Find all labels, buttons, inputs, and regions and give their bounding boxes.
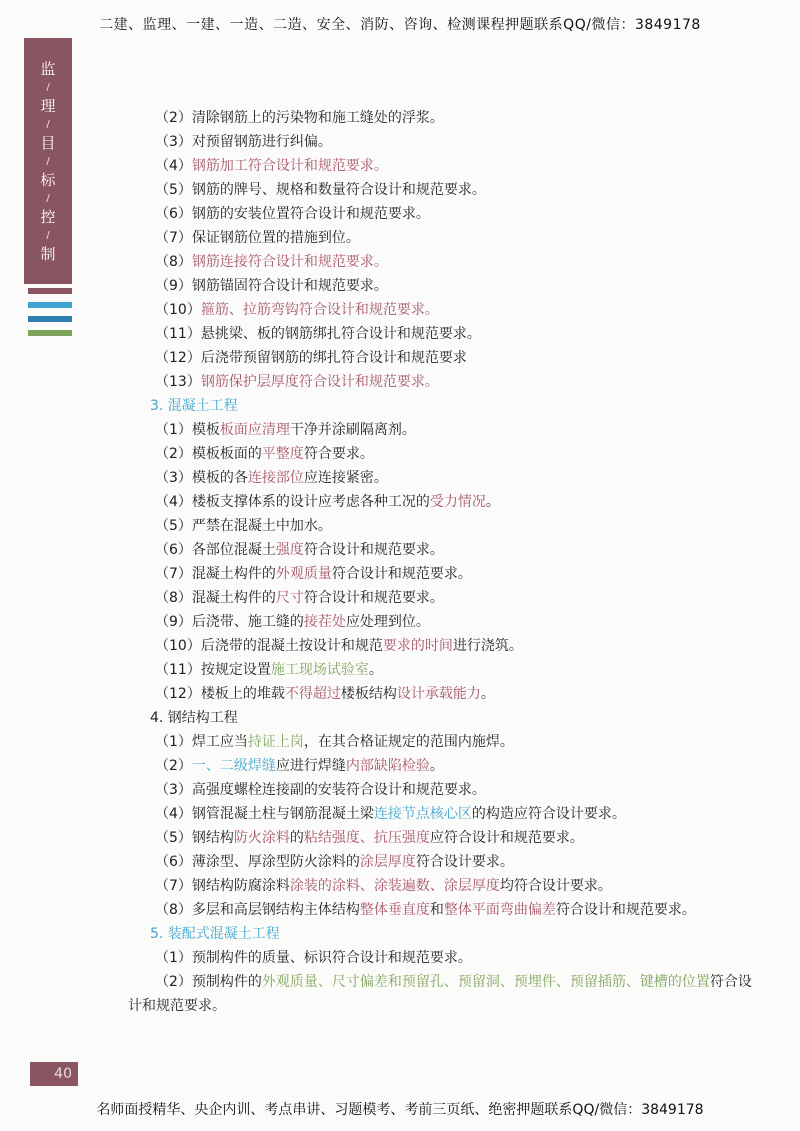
- highlighted-text: 防火涂料: [233, 830, 290, 846]
- text-segment: （8）: [155, 254, 192, 270]
- text-segment: 应符合设计和规范要求。: [429, 830, 584, 846]
- sidebar-bar: [28, 330, 72, 336]
- text-line: [150, 707, 238, 727]
- highlighted-text: 整体垂直度: [359, 902, 430, 918]
- text-segment: 4. 钢结构工程: [150, 710, 238, 726]
- text-segment: 符合设计要求。: [415, 854, 514, 870]
- text-segment: （9）钢筋锚固符合设计和规范要求。: [155, 278, 388, 294]
- sidebar-title-char: 标: [40, 171, 56, 189]
- text-line: [155, 371, 439, 391]
- text-segment: 应连接紧密。: [303, 470, 388, 486]
- text-line: [155, 779, 486, 799]
- text-segment: （7）混凝土构件的: [155, 566, 276, 582]
- sidebar-title-char: /: [46, 82, 50, 93]
- page-number: 40: [30, 1062, 78, 1086]
- text-line: [155, 299, 439, 319]
- text-line: [155, 827, 584, 847]
- text-segment: 。: [429, 758, 444, 774]
- text-segment: （6）钢筋的安装位置符合设计和规范要求。: [155, 206, 430, 222]
- text-line: [155, 155, 388, 175]
- highlighted-text: 施工现场试验室: [270, 662, 369, 678]
- text-line: [155, 443, 374, 463]
- text-line: [155, 683, 495, 703]
- highlighted-text: 平整度: [261, 446, 304, 462]
- text-segment: 符合设计和规范要求。: [303, 542, 444, 558]
- highlighted-text: 钢筋连接符合设计和规范要求。: [191, 254, 388, 270]
- highlighted-text: 箍筋、拉筋弯钩符合设计和规范要求。: [200, 302, 439, 318]
- text-segment: （7）保证钢筋位置的措施到位。: [155, 230, 360, 246]
- sidebar-title-char: 目: [40, 134, 56, 152]
- highlighted-text: 整体平面弯曲偏差: [443, 902, 556, 918]
- text-line: [155, 659, 383, 679]
- highlighted-text: 钢筋保护层厚度符合设计和规范要求。: [200, 374, 439, 390]
- sidebar-title-char: /: [46, 230, 50, 241]
- text-line: [155, 563, 472, 583]
- text-segment: 。: [480, 686, 495, 702]
- text-segment: （1）模板: [155, 422, 220, 438]
- text-segment: （10）后浇带的混凝土按设计和规范: [155, 638, 383, 654]
- sidebar-title-char: 理: [40, 97, 56, 115]
- text-line: [155, 467, 388, 487]
- highlighted-text: 钢筋加工符合设计和规范要求。: [191, 158, 388, 174]
- text-segment: （4）楼板支撑体系的设计应考虑各种工况的: [155, 494, 430, 510]
- text-line: [155, 179, 486, 199]
- text-segment: （2）: [155, 758, 192, 774]
- text-line: [155, 803, 626, 823]
- text-line: [150, 923, 280, 943]
- text-segment: （3）模板的各: [155, 470, 248, 486]
- highlighted-text: 粘结强度、抗压强度: [303, 830, 430, 846]
- text-line: [155, 755, 444, 775]
- text-segment: （5）严禁在混凝土中加水。: [155, 518, 332, 534]
- page-header: 二建、监理、一建、一造、二造、安全、消防、咨询、检测课程押题联系QQ/微信：3849178: [99, 17, 701, 33]
- text-segment: （6）薄涂型、厚涂型防火涂料的: [155, 854, 360, 870]
- text-line: [155, 947, 472, 967]
- text-segment: （3）高强度螺栓连接副的安装符合设计和规范要求。: [155, 782, 486, 798]
- text-segment: （10）: [155, 302, 201, 318]
- text-line: [155, 275, 388, 295]
- highlighted-text: 外观质量: [275, 566, 332, 582]
- text-segment: （9）后浇带、施工缝的: [155, 614, 304, 630]
- text-segment: 进行浇筑。: [452, 638, 523, 654]
- text-segment: 应进行焊缝: [275, 758, 346, 774]
- text-line: [155, 587, 444, 607]
- text-segment: （2）预制构件的: [155, 974, 262, 990]
- highlighted-text: 涂装的涂料、涂装遍数、涂层厚度: [289, 878, 500, 894]
- text-line: [155, 515, 332, 535]
- text-line: [155, 635, 523, 655]
- text-segment: （4）钢管混凝土柱与钢筋混凝土梁: [155, 806, 374, 822]
- text-line: [155, 107, 444, 127]
- text-segment: （8）多层和高层钢结构主体结构: [155, 902, 360, 918]
- text-line: [155, 611, 430, 631]
- text-segment: 计和规范要求。: [128, 998, 226, 1014]
- sidebar-title: [24, 56, 72, 268]
- text-segment: 符合设: [709, 974, 752, 990]
- highlighted-text: 内部缺陷检验: [345, 758, 430, 774]
- text-segment: 和: [429, 902, 444, 918]
- text-line: [150, 395, 238, 415]
- text-segment: （7）钢结构防腐涂料: [155, 878, 290, 894]
- text-segment: （11）按规定设置: [155, 662, 271, 678]
- chapter-sidebar: [24, 38, 72, 344]
- text-segment: （8）混凝土构件的: [155, 590, 276, 606]
- text-line: [155, 347, 467, 367]
- sidebar-title-char: /: [46, 119, 50, 130]
- text-segment: 。: [368, 662, 383, 678]
- text-line: [155, 323, 481, 343]
- text-line: [155, 203, 430, 223]
- sidebar-bar: [28, 288, 72, 294]
- sidebar-title-char: 监: [40, 60, 56, 78]
- sidebar-title-char: /: [46, 156, 50, 167]
- text-segment: 均符合设计要求。: [499, 878, 612, 894]
- text-segment: 楼板结构: [340, 686, 397, 702]
- text-segment: 的构造应符合设计要求。: [471, 806, 626, 822]
- text-segment: （12）后浇带预留钢筋的绑扎符合设计和规范要求: [155, 350, 467, 366]
- text-segment: （1）焊工应当: [155, 734, 248, 750]
- text-segment: （5）钢结构: [155, 830, 234, 846]
- text-segment: 应处理到位。: [345, 614, 430, 630]
- text-line: [155, 971, 752, 991]
- text-line: [155, 851, 514, 871]
- text-line: [155, 419, 416, 439]
- text-line: [155, 251, 388, 271]
- text-segment: 。: [485, 494, 500, 510]
- text-line: [155, 899, 696, 919]
- text-line: [155, 227, 360, 247]
- text-line: [128, 995, 226, 1015]
- text-segment: （2）模板板面的: [155, 446, 262, 462]
- text-segment: （6）各部位混凝土: [155, 542, 276, 558]
- highlighted-text: 持证上岗: [247, 734, 304, 750]
- text-segment: （11）悬挑梁、板的钢筋绑扎符合设计和规范要求。: [155, 326, 481, 342]
- text-segment: 的: [289, 830, 304, 846]
- highlighted-text: 外观质量、尺寸偏差和预留孔、预留洞、预埋件、预留插筋、键槽的位置: [261, 974, 710, 990]
- sidebar-bar: [28, 302, 72, 308]
- highlighted-text: 强度: [275, 542, 304, 558]
- highlighted-text: 设计承载能力: [396, 686, 481, 702]
- sidebar-title-char: /: [46, 193, 50, 204]
- text-segment: 干净并涂刷隔离剂。: [289, 422, 416, 438]
- sidebar-title-char: 制: [40, 245, 56, 263]
- sidebar-bar: [28, 316, 72, 322]
- text-line: [155, 131, 332, 151]
- highlighted-text: 受力情况: [429, 494, 486, 510]
- text-segment: （1）预制构件的质量、标识符合设计和规范要求。: [155, 950, 472, 966]
- highlighted-text: 连接部位: [247, 470, 304, 486]
- highlighted-text: 接茬处: [303, 614, 346, 630]
- highlighted-text: 一、二级焊缝: [191, 758, 276, 774]
- highlighted-text: 5. 装配式混凝土工程: [150, 926, 280, 942]
- text-segment: （4）: [155, 158, 192, 174]
- highlighted-text: 3. 混凝土工程: [150, 398, 238, 414]
- highlighted-text: 不得超过: [284, 686, 341, 702]
- highlighted-text: 涂层厚度: [359, 854, 416, 870]
- text-segment: ，在其合格证规定的范围内施焊。: [303, 734, 514, 750]
- text-segment: 符合设计和规范要求。: [303, 590, 444, 606]
- text-segment: 符合设计和规范要求。: [555, 902, 696, 918]
- text-segment: （5）钢筋的牌号、规格和数量符合设计和规范要求。: [155, 182, 486, 198]
- text-segment: （3）对预留钢筋进行纠偏。: [155, 134, 332, 150]
- text-line: [155, 491, 500, 511]
- text-segment: （13）: [155, 374, 201, 390]
- text-segment: 符合设计和规范要求。: [331, 566, 472, 582]
- sidebar-box: [24, 38, 72, 284]
- highlighted-text: 板面应清理: [219, 422, 290, 438]
- highlighted-text: 尺寸: [275, 590, 304, 606]
- highlighted-text: 连接节点核心区: [373, 806, 472, 822]
- text-line: [155, 875, 612, 895]
- page-footer: 名师面授精华、央企内训、考点串讲、习题模考、考前三页纸、绝密押题联系QQ/微信：3849178: [96, 1102, 704, 1118]
- sidebar-title-char: 控: [40, 208, 56, 226]
- text-segment: （12）楼板上的堆载: [155, 686, 285, 702]
- highlighted-text: 要求的时间: [382, 638, 453, 654]
- text-segment: 符合要求。: [303, 446, 374, 462]
- text-line: [155, 539, 444, 559]
- text-segment: （2）清除钢筋上的污染物和施工缝处的浮浆。: [155, 110, 444, 126]
- text-line: [155, 731, 514, 751]
